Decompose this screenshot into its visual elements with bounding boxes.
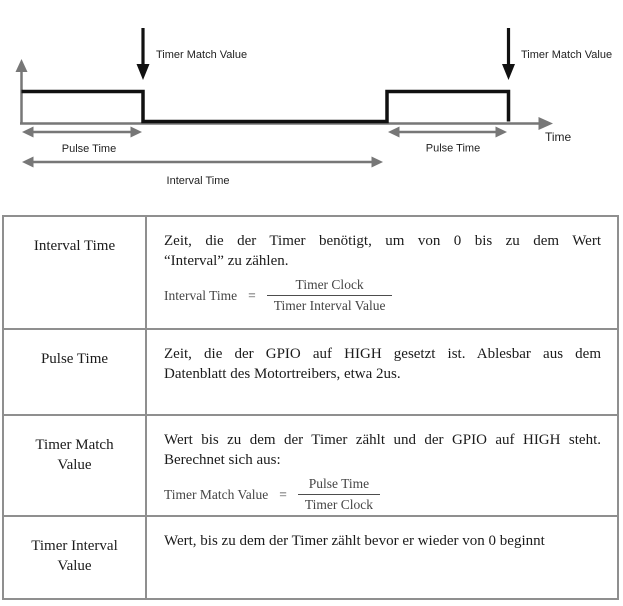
fraction: [298, 476, 380, 513]
term-label: Timer Match: [35, 437, 114, 453]
term-label: Pulse Time: [40, 351, 109, 367]
table-row-pulse-time: [3, 329, 618, 415]
interval-time-formula: [164, 277, 601, 314]
description-cell: [146, 216, 618, 329]
description-cell: [146, 415, 618, 516]
fraction-numerator: Pulse Time: [298, 476, 380, 495]
pulse-time-arrow-right: [388, 127, 507, 138]
table-row-timer-interval-value: [3, 516, 618, 599]
term-label: Value: [57, 457, 92, 473]
down-arrowhead-icon: [137, 64, 150, 80]
fraction-denominator: Timer Clock: [304, 497, 374, 512]
term-cell: [3, 216, 146, 329]
y-axis-arrowhead-icon: [16, 59, 28, 72]
term-cell: [3, 415, 146, 516]
table-row-timer-match-value: [3, 415, 618, 516]
formula-lhs: Interval Time: [164, 287, 238, 303]
term-label: Timer Interval: [31, 538, 118, 554]
interval-time-arrow: [22, 157, 383, 168]
timing-diagram: [0, 0, 623, 205]
description-line: Zeit, die der Timer benötigt, um von 0 bis zu dem Wert: [164, 233, 601, 249]
timer-match-value-formula: [164, 476, 601, 513]
timer-match-arrow-left: [137, 28, 150, 80]
formula-lhs: Timer Match Value: [164, 486, 269, 502]
definitions-table: [2, 215, 619, 600]
description-line: Datenblatt des Motortreibers, etwa 2us.: [164, 366, 401, 382]
interval-time-label: Interval Time: [166, 175, 230, 187]
equals-sign: =: [248, 287, 256, 303]
term-label: Value: [57, 558, 92, 574]
term-cell: [3, 516, 146, 599]
description-line: “Interval” zu zählen.: [164, 253, 289, 269]
timer-match-arrow-right: [502, 28, 515, 80]
fraction: [267, 277, 393, 314]
fraction-numerator: Timer Clock: [267, 277, 393, 296]
equals-sign: =: [279, 486, 287, 502]
timer-match-label-left: Timer Match Value: [156, 49, 248, 61]
pwm-waveform: [22, 92, 509, 122]
table-row-interval-time: [3, 216, 618, 329]
x-axis-arrowhead-icon: [539, 117, 554, 130]
down-arrowhead-icon: [502, 64, 515, 80]
fraction-denominator: Timer Interval Value: [273, 298, 386, 313]
x-axis: [20, 117, 553, 130]
term-label: Interval Time: [33, 238, 116, 254]
description-line: Berechnet sich aus:: [164, 452, 281, 468]
description-cell: [146, 516, 618, 599]
description-line: Wert, bis zu dem der Timer zählt bevor er wieder von 0 beginnt: [164, 533, 545, 549]
description-line: Wert bis zu dem der Timer zählt und der GPIO auf HIGH steht.: [164, 432, 601, 448]
pulse-time-label-left: Pulse Time: [61, 143, 117, 155]
term-cell: [3, 329, 146, 415]
time-axis-label: Time: [545, 130, 572, 144]
pulse-time-label-right: Pulse Time: [425, 142, 481, 155]
description-cell: [146, 329, 618, 415]
pulse-time-arrow-left: [22, 127, 142, 138]
timer-match-label-right: Timer Match Value: [521, 49, 613, 61]
description-line: Zeit, die der GPIO auf HIGH gesetzt ist. Ablesbar aus dem: [164, 346, 601, 362]
